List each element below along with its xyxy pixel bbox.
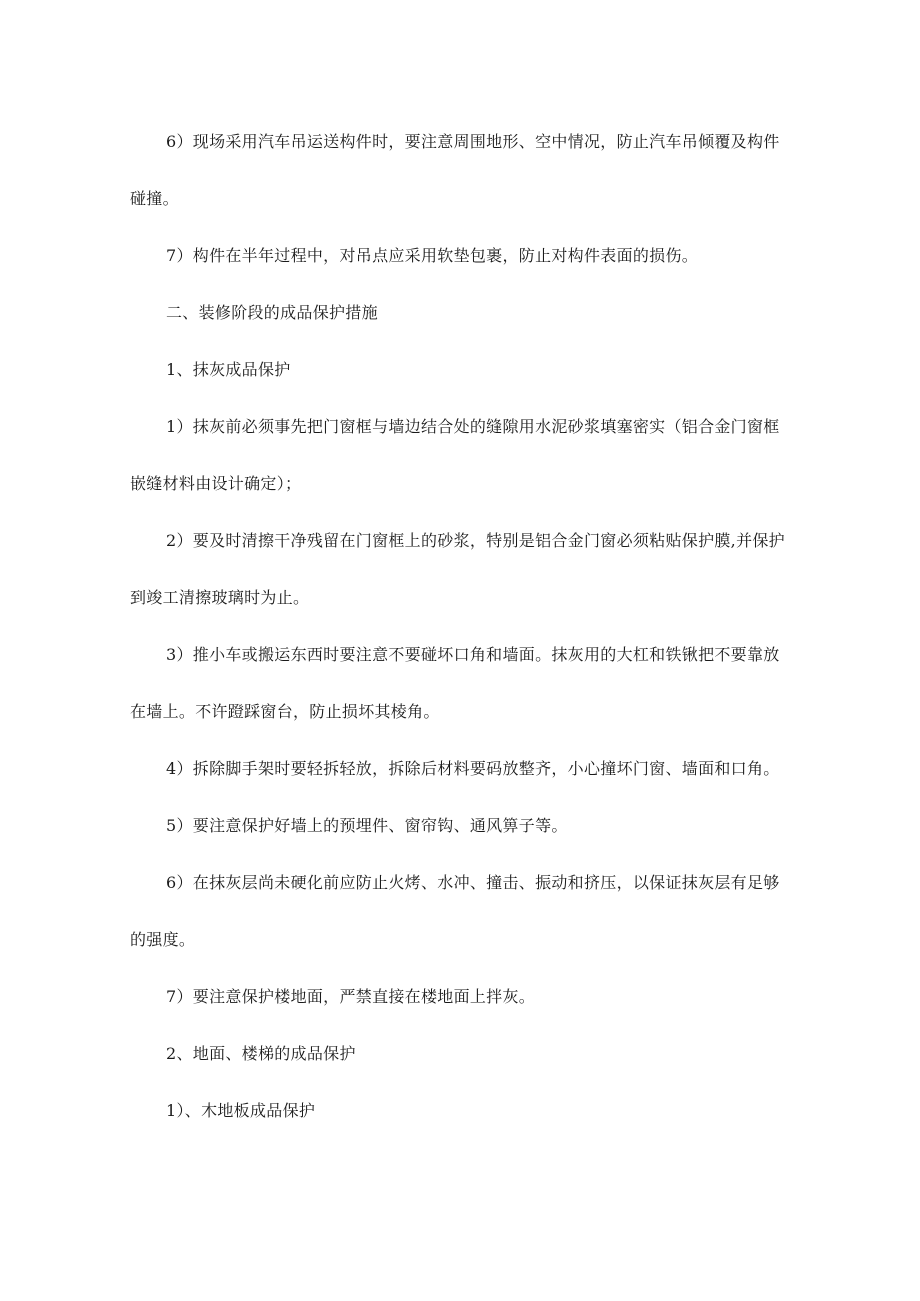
text-line: 嵌缝材料由设计确定）；	[130, 474, 302, 493]
text-line: 到竣工清擦玻璃时为止。	[130, 588, 310, 607]
text-line: 6）在抹灰层尚未硬化前应防止火烤、水冲、撞击、振动和挤压，以保证抹灰层有足够	[166, 873, 780, 892]
subsection-heading: 1、抹灰成品保护	[166, 360, 291, 379]
section-heading: 二、装修阶段的成品保护措施	[166, 303, 378, 322]
text-line: 4）拆除脚手架时要轻拆轻放，拆除后材料要码放整齐，小心撞坏门窗、墙面和口角。	[166, 759, 780, 778]
text-line: 3）推小车或搬运东西时要注意不要碰坏口角和墙面。抹灰用的大杠和铁锹把不要靠放	[166, 645, 780, 664]
text-line: 5）要注意保护好墙上的预埋件、窗帘钩、通风箅子等。	[166, 816, 568, 835]
text-line: 7）构件在半年过程中，对吊点应采用软垫包裹，防止对构件表面的损伤。	[166, 246, 699, 265]
text-line: 的强度。	[130, 930, 196, 949]
subsection-heading: 2、地面、楼梯的成品保护	[166, 1044, 356, 1063]
text-line: 7）要注意保护楼地面，严禁直接在楼地面上拌灰。	[166, 987, 536, 1006]
text-line: 在墙上。不许蹬踩窗台，防止损坏其棱角。	[130, 702, 440, 721]
text-line: 1）抹灰前必须事先把门窗框与墙边结合处的缝隙用水泥砂浆填塞密实（铝合金门窗框	[166, 417, 780, 436]
text-line: 碰撞。	[130, 189, 179, 208]
text-line: 1）、木地板成品保护	[166, 1101, 316, 1120]
text-line: 6）现场采用汽车吊运送构件时，要注意周围地形、空中情况，防止汽车吊倾覆及构件	[166, 132, 780, 151]
text-line: 2）要及时清擦干净残留在门窗框上的砂浆，特别是铝合金门窗必须粘贴保护膜,并保护	[166, 531, 785, 550]
